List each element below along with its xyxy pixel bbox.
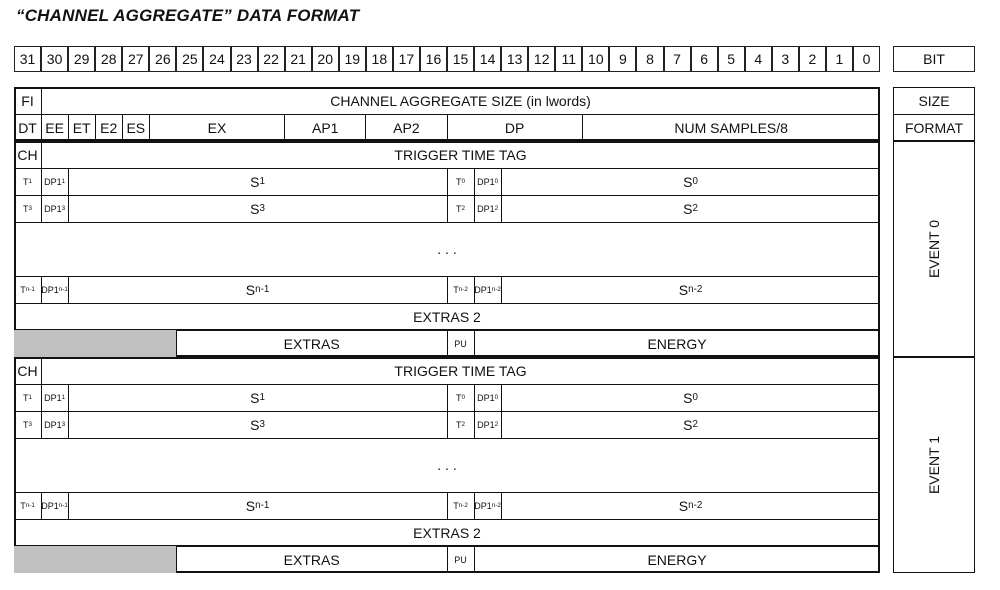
bit-number-9: 9 bbox=[609, 46, 636, 72]
event-0-s-hi-2: S n-1 bbox=[245, 281, 270, 298]
event-1-t-lo-1-text: T bbox=[456, 419, 462, 430]
event-1-dp-hi-1: DP1 3 bbox=[44, 419, 66, 430]
event-0-s-hi-0: S 1 bbox=[250, 173, 265, 190]
bit-number-30: 30 bbox=[41, 46, 68, 72]
bit-number-6: 6 bbox=[691, 46, 718, 72]
event-0-dp-hi-2: DP1 n-1 bbox=[41, 284, 68, 295]
event-1-t-lo-2-text: T bbox=[453, 500, 459, 511]
size-label: SIZE bbox=[918, 92, 950, 109]
bit-label: BIT bbox=[893, 46, 975, 72]
format-field-et: ET bbox=[72, 119, 91, 136]
bit-number-13: 13 bbox=[501, 46, 528, 72]
event-0-ellipsis: . . . bbox=[437, 241, 457, 257]
bit-number-22: 22 bbox=[258, 46, 285, 72]
bit-number-15: 15 bbox=[447, 46, 474, 72]
event-0-s-lo-2-text: S bbox=[678, 281, 689, 298]
event-1-s-hi-1: S 3 bbox=[250, 416, 265, 433]
event-1-trigger-time-tag: TRIGGER TIME TAG bbox=[394, 362, 527, 379]
bit-number-2: 2 bbox=[799, 46, 826, 72]
event-0-s-hi-1: S 3 bbox=[250, 200, 265, 217]
event-0-s-lo-1: S 2 bbox=[683, 200, 698, 217]
event-0-s-hi-1-text: S bbox=[250, 200, 260, 217]
event-1-s-hi-2: S n-1 bbox=[245, 497, 270, 514]
event-0-t-lo-2: T n-2 bbox=[453, 284, 468, 295]
channel-aggregate-size-field: CHANNEL AGGREGATE SIZE (in lwords) bbox=[330, 92, 591, 109]
event-0-dp-hi-1: DP1 3 bbox=[44, 203, 66, 214]
bit-number-24: 24 bbox=[203, 46, 230, 72]
bit-number-21: 21 bbox=[285, 46, 312, 72]
bit-number-1: 1 bbox=[826, 46, 853, 72]
event-0-s-lo-2: S n-2 bbox=[678, 281, 703, 298]
event-1-s-lo-0-text: S bbox=[683, 389, 693, 406]
bit-number-17: 17 bbox=[393, 46, 420, 72]
event-1-dp-lo-0: DP1 0 bbox=[477, 392, 499, 403]
event-0-dp-hi-1-text: DP1 bbox=[44, 203, 62, 214]
event-0-t-lo-1: T 2 bbox=[456, 203, 466, 214]
event-0-t-hi-1: T 3 bbox=[23, 203, 33, 214]
event-0-extras2: EXTRAS 2 bbox=[413, 308, 481, 325]
event-0-t-hi-2: T n-1 bbox=[20, 284, 35, 295]
event-0-t-hi-1-text: T bbox=[23, 203, 29, 214]
bit-number-3: 3 bbox=[772, 46, 799, 72]
format-field-ap2: AP2 bbox=[393, 119, 420, 136]
event-1-t-lo-0: T 0 bbox=[456, 392, 466, 403]
event-1-t-lo-0-text: T bbox=[456, 392, 462, 403]
event-0-energy: ENERGY bbox=[647, 335, 707, 352]
event-1-dp-lo-1-text: DP1 bbox=[477, 419, 495, 430]
bit-number-8: 8 bbox=[636, 46, 663, 72]
format-field-dp: DP bbox=[504, 119, 525, 136]
event-1-s-lo-0: S 0 bbox=[683, 389, 698, 406]
event-1-s-hi-2-text: S bbox=[245, 497, 256, 514]
bit-number-18: 18 bbox=[366, 46, 393, 72]
event-0-dp-lo-0: DP1 0 bbox=[477, 176, 499, 187]
event-0-dp-hi-0-text: DP1 bbox=[44, 176, 62, 187]
event-1-s-lo-2-text: S bbox=[678, 497, 689, 514]
bit-number-0: 0 bbox=[853, 46, 880, 72]
event-1-dp-hi-2-text: DP1 bbox=[41, 500, 59, 511]
bit-number-10: 10 bbox=[582, 46, 609, 72]
bit-number-11: 11 bbox=[555, 46, 582, 72]
event-1-t-hi-2-text: T bbox=[20, 500, 26, 511]
bit-number-26: 26 bbox=[149, 46, 176, 72]
event-0-s-hi-0-text: S bbox=[250, 173, 260, 190]
event-0-t-hi-0: T 1 bbox=[23, 176, 33, 187]
event-1-energy: ENERGY bbox=[647, 551, 707, 568]
format-field-num-samples-8: NUM SAMPLES/8 bbox=[674, 119, 788, 136]
event-1-dp-hi-2: DP1 n-1 bbox=[41, 500, 68, 511]
event-0-t-lo-0: T 0 bbox=[456, 176, 466, 187]
event-0-dp-hi-0: DP1 1 bbox=[44, 176, 66, 187]
event-1-ellipsis: . . . bbox=[437, 457, 457, 473]
event-0-dp-lo-1-text: DP1 bbox=[477, 203, 495, 214]
page-title: “CHANNEL AGGREGATE” DATA FORMAT bbox=[16, 6, 360, 25]
event-0-t-lo-0-text: T bbox=[456, 176, 462, 187]
event-0-dp-lo-2: DP1 n-2 bbox=[474, 284, 501, 295]
event-1-t-lo-2: T n-2 bbox=[453, 500, 468, 511]
bit-number-7: 7 bbox=[664, 46, 691, 72]
event-1-side-label-wrap bbox=[893, 357, 975, 573]
event-1-dp-hi-0-text: DP1 bbox=[44, 392, 62, 403]
event-1-extras2: EXTRAS 2 bbox=[413, 524, 481, 541]
bit-number-25: 25 bbox=[176, 46, 203, 72]
bit-number-14: 14 bbox=[474, 46, 501, 72]
event-1-s-hi-1-text: S bbox=[250, 416, 260, 433]
event-1-pu: PU bbox=[454, 554, 467, 565]
event-0-s-hi-2-text: S bbox=[245, 281, 256, 298]
event-0-ch-field: CH bbox=[17, 146, 38, 163]
bit-number-27: 27 bbox=[122, 46, 149, 72]
event-1-s-lo-1-text: S bbox=[683, 416, 693, 433]
event-1-s-hi-0: S 1 bbox=[250, 389, 265, 406]
event-0-t-hi-0-text: T bbox=[23, 176, 29, 187]
event-1-t-hi-0: T 1 bbox=[23, 392, 33, 403]
format-label: FORMAT bbox=[904, 119, 964, 136]
bit-number-28: 28 bbox=[95, 46, 122, 72]
event-0-s-lo-0: S 0 bbox=[683, 173, 698, 190]
bit-number-31: 31 bbox=[14, 46, 41, 72]
event-1-t-hi-2: T n-1 bbox=[20, 500, 35, 511]
event-0-t-hi-2-text: T bbox=[20, 284, 26, 295]
event-1-t-hi-0-text: T bbox=[23, 392, 29, 403]
event-1-t-hi-1: T 3 bbox=[23, 419, 33, 430]
event-0-reserved-shaded bbox=[14, 330, 176, 357]
event-0-s-lo-1-text: S bbox=[683, 200, 693, 217]
event-1-extras: EXTRAS bbox=[283, 551, 340, 568]
event-0-side-label: EVENT 0 bbox=[925, 219, 942, 279]
format-field-ap1: AP1 bbox=[311, 119, 339, 136]
event-0-trigger-time-tag: TRIGGER TIME TAG bbox=[394, 146, 527, 163]
event-0-t-lo-2-text: T bbox=[453, 284, 459, 295]
event-1-ch-field: CH bbox=[17, 362, 38, 379]
event-0-dp-lo-2-text: DP1 bbox=[474, 284, 492, 295]
event-0-pu: PU bbox=[454, 338, 467, 349]
bit-number-12: 12 bbox=[528, 46, 555, 72]
event-1-reserved-shaded bbox=[14, 546, 176, 573]
event-0-dp-lo-1: DP1 2 bbox=[477, 203, 499, 214]
format-field-dt: DT bbox=[18, 119, 37, 136]
bit-number-19: 19 bbox=[339, 46, 366, 72]
event-0-dp-lo-0-text: DP1 bbox=[477, 176, 495, 187]
bit-number-29: 29 bbox=[68, 46, 95, 72]
event-1-dp-lo-2-text: DP1 bbox=[474, 500, 492, 511]
event-1-t-hi-1-text: T bbox=[23, 419, 29, 430]
event-0-t-lo-1-text: T bbox=[456, 203, 462, 214]
event-0-extras: EXTRAS bbox=[283, 335, 340, 352]
fi-field: FI bbox=[21, 92, 34, 109]
event-1-s-lo-2: S n-2 bbox=[678, 497, 703, 514]
format-field-ex: EX bbox=[207, 119, 227, 136]
event-1-dp-hi-0: DP1 1 bbox=[44, 392, 66, 403]
event-1-dp-hi-1-text: DP1 bbox=[44, 419, 62, 430]
format-field-ee: EE bbox=[45, 119, 64, 136]
bit-number-23: 23 bbox=[231, 46, 258, 72]
event-0-s-lo-0-text: S bbox=[683, 173, 693, 190]
event-1-s-hi-0-text: S bbox=[250, 389, 260, 406]
bit-number-5: 5 bbox=[718, 46, 745, 72]
format-field-es: ES bbox=[126, 119, 146, 136]
bit-number-16: 16 bbox=[420, 46, 447, 72]
format-field-e2: E2 bbox=[100, 119, 118, 136]
event-1-dp-lo-2: DP1 n-2 bbox=[474, 500, 501, 511]
event-1-dp-lo-1: DP1 2 bbox=[477, 419, 499, 430]
event-1-dp-lo-0-text: DP1 bbox=[477, 392, 495, 403]
bit-number-4: 4 bbox=[745, 46, 772, 72]
event-0-side-label-wrap bbox=[893, 141, 975, 357]
event-1-t-lo-1: T 2 bbox=[456, 419, 466, 430]
event-0-dp-hi-2-text: DP1 bbox=[41, 284, 59, 295]
bit-number-20: 20 bbox=[312, 46, 339, 72]
event-1-side-label: EVENT 1 bbox=[925, 435, 942, 495]
event-1-s-lo-1: S 2 bbox=[683, 416, 698, 433]
